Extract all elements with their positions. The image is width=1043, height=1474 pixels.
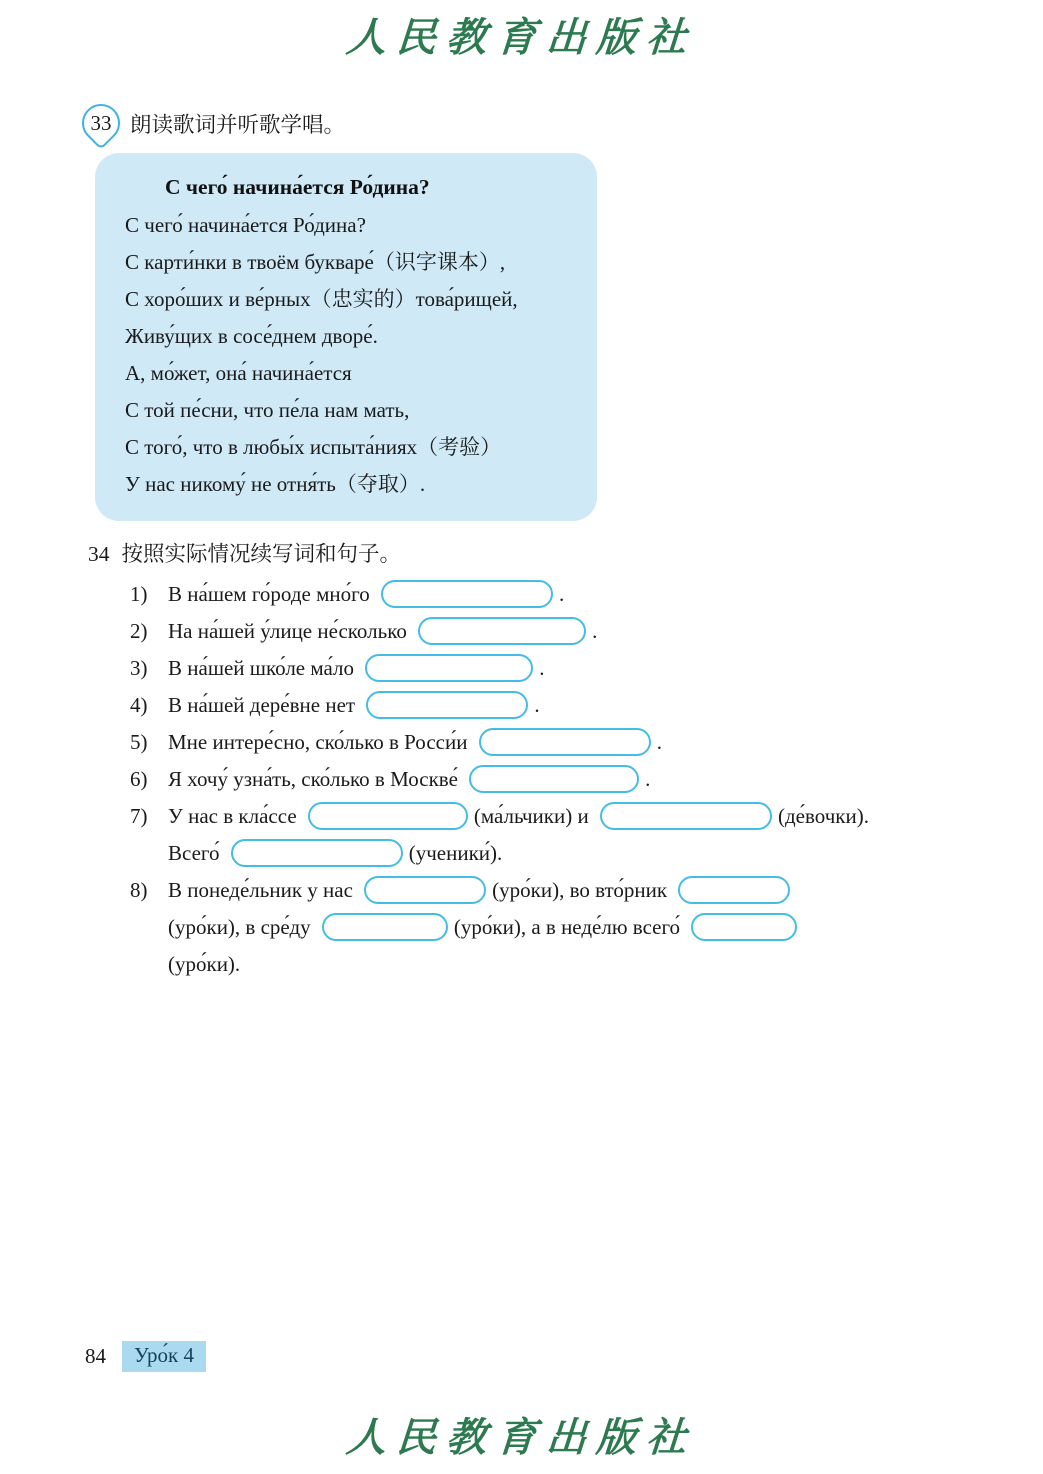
item-content [168, 798, 970, 872]
item-text: Всего́ [168, 841, 220, 865]
answer-blank[interactable] [308, 802, 468, 830]
exercise-item [130, 687, 970, 724]
answer-blank[interactable] [366, 691, 528, 719]
item-number: 2) [130, 619, 148, 643]
item-text: В на́шем го́роде мно́го [168, 582, 370, 606]
item-content [168, 872, 970, 983]
item-text: У нас в кла́ссе [168, 804, 297, 828]
item-number: 3) [130, 656, 148, 680]
item-number: 4) [130, 693, 148, 717]
item-text: . [592, 619, 598, 643]
item-text: . [534, 693, 540, 717]
item-text: (уро́ки). [168, 952, 241, 976]
song-title: С чего́ начина́ется Ро́дина? [165, 175, 430, 199]
item-text: (уро́ки), во вто́рник [492, 878, 668, 902]
item-text: Я хочу́ узна́ть, ско́лько в Москве́ [168, 767, 458, 791]
exercise-item [130, 761, 970, 798]
item-text: . [656, 730, 662, 754]
item-content [168, 613, 970, 650]
answer-blank[interactable] [691, 913, 797, 941]
answer-blank[interactable] [678, 876, 790, 904]
exercise-item [130, 798, 970, 872]
exercise-34-number: 34 [88, 542, 110, 566]
item-text: (ма́льчики) и [473, 804, 589, 828]
item-text: . [645, 767, 651, 791]
exercise-item [130, 613, 970, 650]
answer-blank[interactable] [231, 839, 403, 867]
answer-blank[interactable] [381, 580, 553, 608]
publisher-logo-top: 人民教育出版社 [344, 14, 698, 61]
item-text: В на́шей шко́ле ма́ло [168, 656, 355, 680]
exercise-item [130, 576, 970, 613]
item-content [168, 650, 970, 687]
song-line: Живу́щих в сосе́днем дворе́. [125, 324, 378, 348]
item-number: 1) [130, 582, 148, 606]
answer-blank[interactable] [365, 654, 533, 682]
answer-blank[interactable] [479, 728, 651, 756]
publisher-logo-bottom: 人民教育出版社 [344, 1414, 698, 1461]
answer-blank[interactable] [364, 876, 486, 904]
song-line: С того́, что в любы́х испыта́ниях（考验） [125, 435, 502, 459]
exercise-34-items [130, 576, 970, 983]
answer-blank[interactable] [418, 617, 586, 645]
song-line: С карти́нки в твоём букваре́（识字课本）, [125, 250, 506, 274]
item-text: Мне интере́сно, ско́лько в Росси́и [168, 730, 468, 754]
item-text: (уро́ки), а в неде́лю всего́ [453, 915, 681, 939]
item-text: . [558, 582, 565, 606]
item-text: (ученики́). [408, 841, 503, 865]
song-line: С хоро́ших и ве́рных（忠实的）това́рищей, [125, 287, 518, 311]
exercise-item [130, 724, 970, 761]
song-lyrics-box [95, 153, 597, 521]
exercise-34-instruction: 按照实际情况续写词和句子。 [121, 542, 402, 566]
answer-blank[interactable] [600, 802, 772, 830]
song-lines [125, 207, 577, 503]
item-text: На на́шей у́лице не́сколько [168, 619, 407, 643]
answer-blank[interactable] [469, 765, 639, 793]
item-number: 5) [130, 730, 148, 754]
song-line: У нас никому́ не отня́ть（夺取）. [125, 472, 426, 496]
item-number: 7) [130, 804, 148, 828]
answer-blank[interactable] [322, 913, 448, 941]
exercise-33-header [82, 104, 345, 142]
song-line: С чего́ начина́ется Ро́дина? [125, 213, 366, 237]
item-text: . [539, 656, 545, 680]
lesson-label: Уро́к 4 [122, 1341, 206, 1372]
page-footer [85, 1341, 206, 1372]
exercise-33-number: 33 [90, 110, 112, 135]
item-number: 8) [130, 878, 148, 902]
water-drop-marker [74, 96, 128, 150]
exercise-33-instruction: 朗读歌词并听歌学唱。 [130, 112, 346, 137]
exercise-34-header [88, 537, 401, 568]
song-line: С той пе́сни, что пе́ла нам мать, [125, 398, 410, 422]
item-content [168, 761, 970, 798]
exercise-item [130, 650, 970, 687]
item-text: В понеде́льник у нас [168, 878, 353, 902]
item-text: В на́шей дере́вне нет [168, 693, 356, 717]
exercise-item [130, 872, 970, 983]
page-number: 84 [85, 1344, 106, 1368]
song-line: А, мо́жет, она́ начина́ется [125, 361, 352, 385]
item-text: (уро́ки), в сре́ду [168, 915, 311, 939]
item-content [168, 687, 970, 724]
item-content [168, 576, 970, 613]
item-text: (де́вочки). [777, 804, 869, 828]
item-number: 6) [130, 767, 148, 791]
item-content [168, 724, 970, 761]
